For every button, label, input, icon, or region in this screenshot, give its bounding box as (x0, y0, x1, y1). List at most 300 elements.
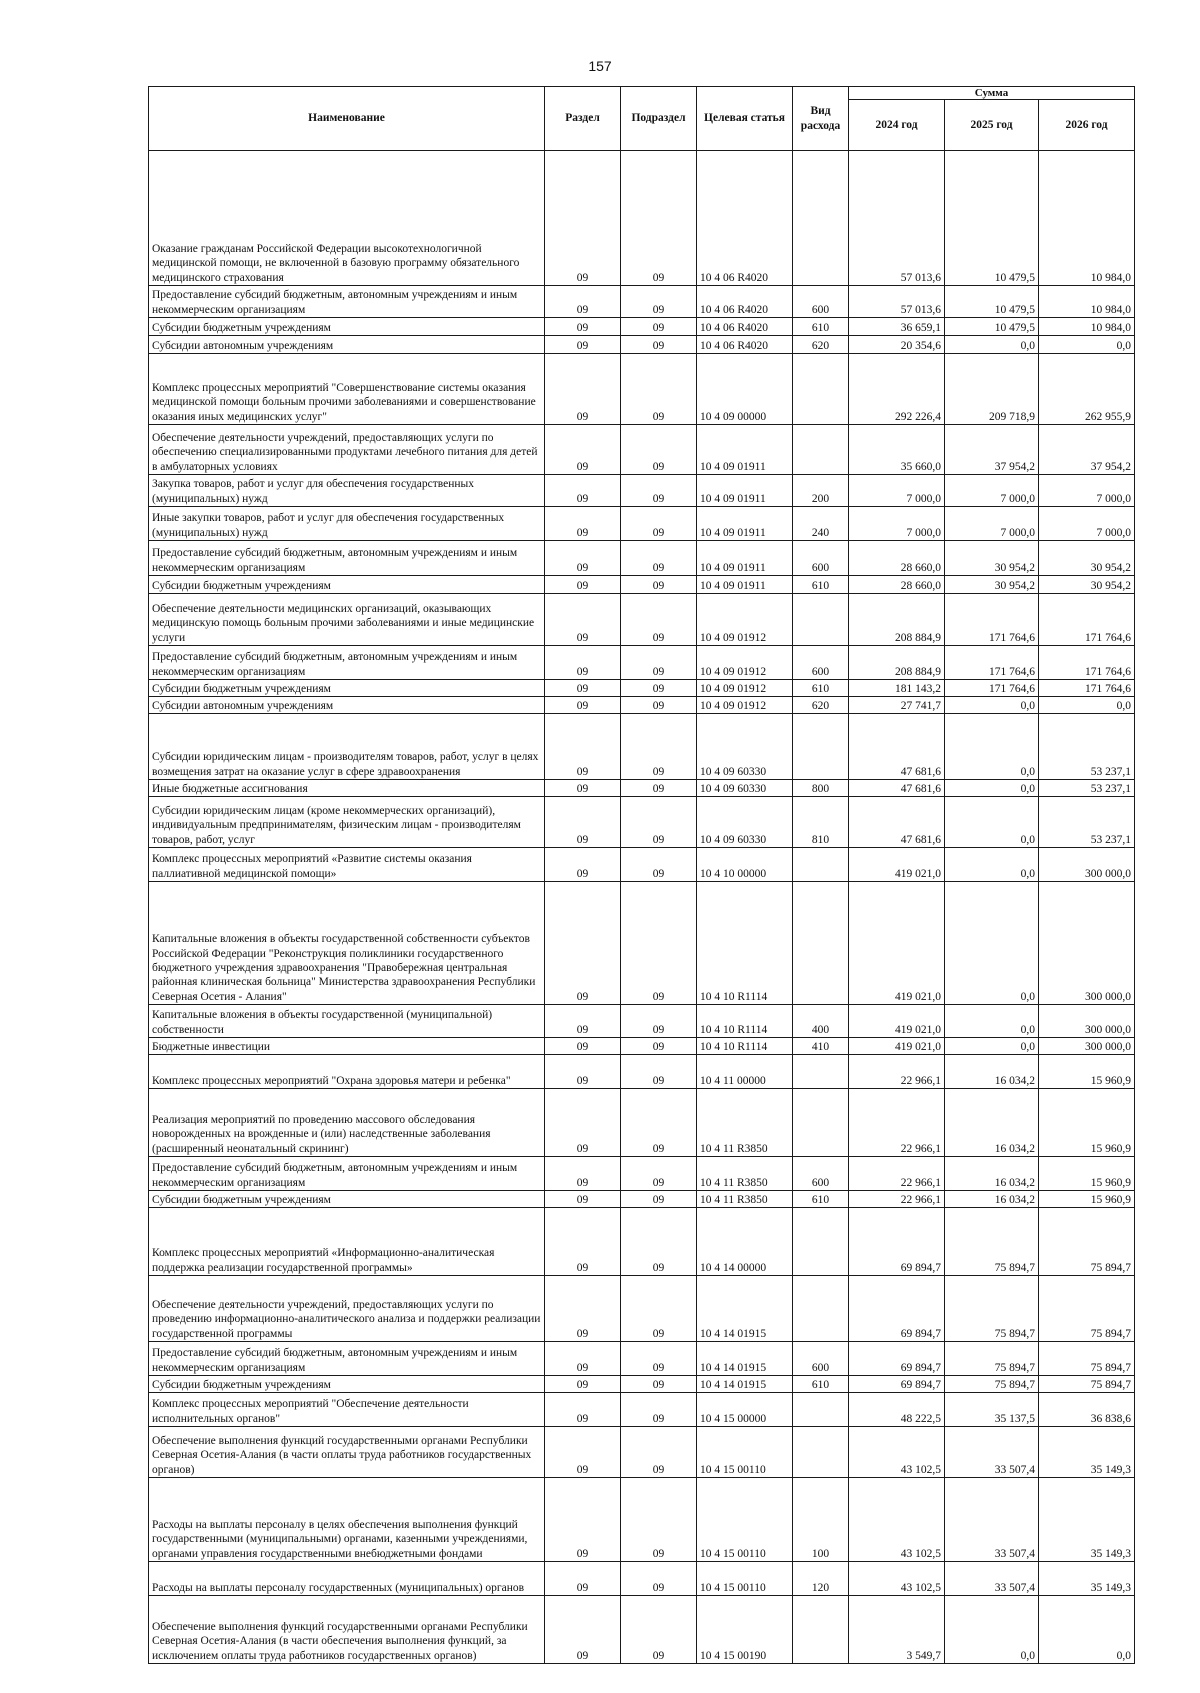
row-amount-2025: 10 479,5 (945, 286, 1039, 318)
row-section: 09 (545, 318, 621, 336)
row-name: Субсидии юридическим лицам - производителям товаров, работ, услуг в целях возмещения затрат на оказание услуг в сфере здравоохранения (149, 714, 545, 780)
row-subsection: 09 (621, 1191, 697, 1208)
row-article: 10 4 14 01915 (697, 1342, 793, 1376)
row-article: 10 4 11 00000 (697, 1055, 793, 1089)
row-name: Реализация мероприятий по проведению массового обследования новорожденных на врожденные и (или) наследственные заболевания (расширенный неонатальный скрининг) (149, 1089, 545, 1157)
row-expense (793, 354, 849, 425)
row-article: 10 4 11 R3850 (697, 1157, 793, 1191)
row-article: 10 4 09 01912 (697, 680, 793, 697)
row-section: 09 (545, 541, 621, 576)
row-section: 09 (545, 1055, 621, 1089)
row-article: 10 4 06 R4020 (697, 336, 793, 354)
row-name: Обеспечение выполнения функций государственными органами Республики Северная Осетия-Алания (в части обеспечения выполнения функций, за исключением оплаты труда работников государственных органов) (149, 1596, 545, 1664)
row-article: 10 4 15 00000 (697, 1393, 793, 1427)
row-name: Бюджетные инвестиции (149, 1038, 545, 1055)
row-amount-2024: 48 222,5 (849, 1393, 945, 1427)
row-name: Оказание гражданам Российской Федерации высокотехнологичной медицинской помощи, не включенной в базовую программу обязательного медицинского страхования (149, 151, 545, 286)
row-name: Комплекс процессных мероприятий «Развитие системы оказания паллиативной медицинской помощи» (149, 848, 545, 882)
row-amount-2025: 0,0 (945, 848, 1039, 882)
row-amount-2026: 300 000,0 (1039, 848, 1135, 882)
row-article: 10 4 09 01911 (697, 475, 793, 507)
table-row (149, 425, 1135, 475)
row-amount-2025: 33 507,4 (945, 1562, 1039, 1596)
row-article: 10 4 09 01912 (697, 697, 793, 714)
row-subsection: 09 (621, 594, 697, 646)
row-name: Предоставление субсидий бюджетным, автономным учреждениям и иным некоммерческим организациям (149, 541, 545, 576)
row-expense: 240 (793, 507, 849, 541)
row-amount-2025: 0,0 (945, 1596, 1039, 1664)
row-subsection: 09 (621, 1038, 697, 1055)
row-amount-2026: 53 237,1 (1039, 714, 1135, 780)
row-amount-2026: 300 000,0 (1039, 1038, 1135, 1055)
row-expense: 610 (793, 680, 849, 697)
row-amount-2026: 75 894,7 (1039, 1342, 1135, 1376)
row-expense: 810 (793, 797, 849, 848)
row-expense (793, 882, 849, 1005)
row-amount-2024: 419 021,0 (849, 1038, 945, 1055)
row-section: 09 (545, 576, 621, 594)
row-amount-2025: 30 954,2 (945, 541, 1039, 576)
table-row (149, 1038, 1135, 1055)
row-name: Комплекс процессных мероприятий "Охрана здоровья матери и ребенка" (149, 1055, 545, 1089)
row-amount-2024: 181 143,2 (849, 680, 945, 697)
row-name: Капитальные вложения в объекты государственной собственности субъектов Российской Федерации "Реконструкция поликлиники государственного бюджетного учреждения здравоохранения "Правобережная центральная районная клиническая больница" Министерства здравоохранения Республики Северная Осетия - Алания" (149, 882, 545, 1005)
row-section: 09 (545, 780, 621, 797)
row-expense: 600 (793, 1342, 849, 1376)
table-row (149, 1276, 1135, 1342)
row-section: 09 (545, 1393, 621, 1427)
row-amount-2026: 171 764,6 (1039, 680, 1135, 697)
row-expense (793, 1393, 849, 1427)
table-row (149, 1562, 1135, 1596)
row-amount-2024: 69 894,7 (849, 1376, 945, 1393)
row-subsection: 09 (621, 1157, 697, 1191)
row-expense (793, 594, 849, 646)
header-year-2025: 2025 год (945, 100, 1039, 151)
row-article: 10 4 10 R1114 (697, 882, 793, 1005)
row-subsection: 09 (621, 848, 697, 882)
row-article: 10 4 09 01911 (697, 541, 793, 576)
row-amount-2024: 69 894,7 (849, 1276, 945, 1342)
row-name: Предоставление субсидий бюджетным, автономным учреждениям и иным некоммерческим организациям (149, 1342, 545, 1376)
row-amount-2024: 22 966,1 (849, 1191, 945, 1208)
row-amount-2024: 28 660,0 (849, 576, 945, 594)
header-name: Наименование (149, 87, 545, 151)
table-row (149, 318, 1135, 336)
table-row (149, 797, 1135, 848)
row-expense (793, 714, 849, 780)
row-article: 10 4 09 01911 (697, 576, 793, 594)
table-row (149, 1089, 1135, 1157)
row-expense: 620 (793, 336, 849, 354)
row-article: 10 4 15 00110 (697, 1427, 793, 1478)
row-amount-2024: 69 894,7 (849, 1342, 945, 1376)
row-section: 09 (545, 594, 621, 646)
row-amount-2025: 75 894,7 (945, 1276, 1039, 1342)
row-article: 10 4 06 R4020 (697, 318, 793, 336)
row-amount-2026: 7 000,0 (1039, 475, 1135, 507)
row-amount-2025: 0,0 (945, 714, 1039, 780)
row-section: 09 (545, 1089, 621, 1157)
row-expense: 120 (793, 1562, 849, 1596)
table-row (149, 1478, 1135, 1562)
row-amount-2024: 36 659,1 (849, 318, 945, 336)
row-amount-2026: 30 954,2 (1039, 541, 1135, 576)
row-subsection: 09 (621, 1055, 697, 1089)
table-row (149, 594, 1135, 646)
row-subsection: 09 (621, 541, 697, 576)
row-section: 09 (545, 1276, 621, 1342)
table-row (149, 680, 1135, 697)
row-expense: 620 (793, 697, 849, 714)
row-name: Расходы на выплаты персоналу в целях обеспечения выполнения функций государственными (муниципальными) органами, казенными учреждениями, органами управления государственными внебюджетными фондами (149, 1478, 545, 1562)
row-subsection: 09 (621, 1562, 697, 1596)
table-row (149, 1376, 1135, 1393)
row-article: 10 4 10 R1114 (697, 1005, 793, 1038)
row-expense (793, 1055, 849, 1089)
row-article: 10 4 15 00190 (697, 1596, 793, 1664)
row-section: 09 (545, 1376, 621, 1393)
row-section: 09 (545, 1562, 621, 1596)
row-amount-2024: 22 966,1 (849, 1157, 945, 1191)
row-amount-2024: 47 681,6 (849, 797, 945, 848)
row-name: Предоставление субсидий бюджетным, автономным учреждениям и иным некоммерческим организациям (149, 1157, 545, 1191)
row-amount-2025: 75 894,7 (945, 1342, 1039, 1376)
row-expense: 600 (793, 646, 849, 680)
row-name: Обеспечение деятельности медицинских организаций, оказывающих медицинскую помощь больным прочими заболеваниями и иные медицинские услуги (149, 594, 545, 646)
row-section: 09 (545, 354, 621, 425)
row-article: 10 4 09 01912 (697, 646, 793, 680)
row-subsection: 09 (621, 1089, 697, 1157)
row-amount-2026: 262 955,9 (1039, 354, 1135, 425)
row-article: 10 4 11 R3850 (697, 1191, 793, 1208)
row-amount-2025: 0,0 (945, 1038, 1039, 1055)
row-amount-2026: 15 960,9 (1039, 1157, 1135, 1191)
row-amount-2024: 27 741,7 (849, 697, 945, 714)
row-amount-2024: 28 660,0 (849, 541, 945, 576)
row-section: 09 (545, 475, 621, 507)
row-subsection: 09 (621, 286, 697, 318)
row-article: 10 4 06 R4020 (697, 151, 793, 286)
table-row (149, 848, 1135, 882)
table-row (149, 1208, 1135, 1276)
row-subsection: 09 (621, 797, 697, 848)
row-amount-2025: 16 034,2 (945, 1055, 1039, 1089)
row-name: Обеспечение деятельности учреждений, предоставляющих услуги по проведению информационно-аналитического анализа и поддержки реализации государственной программы (149, 1276, 545, 1342)
header-year-2026: 2026 год (1039, 100, 1135, 151)
row-amount-2024: 419 021,0 (849, 1005, 945, 1038)
row-section: 09 (545, 425, 621, 475)
row-amount-2025: 10 479,5 (945, 318, 1039, 336)
table-row (149, 336, 1135, 354)
row-amount-2026: 0,0 (1039, 697, 1135, 714)
row-article: 10 4 10 00000 (697, 848, 793, 882)
row-article: 10 4 09 60330 (697, 797, 793, 848)
row-amount-2024: 57 013,6 (849, 151, 945, 286)
row-amount-2025: 35 137,5 (945, 1393, 1039, 1427)
row-expense: 600 (793, 1157, 849, 1191)
row-section: 09 (545, 1005, 621, 1038)
row-subsection: 09 (621, 425, 697, 475)
row-name: Обеспечение выполнения функций государственными органами Республики Северная Осетия-Алания (в части оплаты труда работников государственных органов) (149, 1427, 545, 1478)
row-name: Комплекс процессных мероприятий "Обеспечение деятельности исполнительных органов" (149, 1393, 545, 1427)
row-amount-2024: 57 013,6 (849, 286, 945, 318)
row-subsection: 09 (621, 576, 697, 594)
row-subsection: 09 (621, 318, 697, 336)
table-row (149, 286, 1135, 318)
row-amount-2026: 35 149,3 (1039, 1478, 1135, 1562)
row-amount-2025: 0,0 (945, 1005, 1039, 1038)
table-row (149, 1157, 1135, 1191)
row-amount-2024: 7 000,0 (849, 475, 945, 507)
table-row (149, 576, 1135, 594)
row-amount-2024: 22 966,1 (849, 1055, 945, 1089)
row-article: 10 4 09 60330 (697, 714, 793, 780)
row-article: 10 4 09 60330 (697, 780, 793, 797)
row-section: 09 (545, 848, 621, 882)
row-amount-2025: 33 507,4 (945, 1427, 1039, 1478)
row-article: 10 4 15 00110 (697, 1562, 793, 1596)
table-row (149, 646, 1135, 680)
row-subsection: 09 (621, 1478, 697, 1562)
row-amount-2026: 10 984,0 (1039, 151, 1135, 286)
row-expense: 610 (793, 318, 849, 336)
row-amount-2026: 7 000,0 (1039, 507, 1135, 541)
row-amount-2026: 75 894,7 (1039, 1376, 1135, 1393)
row-subsection: 09 (621, 1005, 697, 1038)
row-section: 09 (545, 1191, 621, 1208)
table-row (149, 780, 1135, 797)
row-amount-2024: 43 102,5 (849, 1427, 945, 1478)
row-name: Субсидии бюджетным учреждениям (149, 1191, 545, 1208)
table-row (149, 714, 1135, 780)
row-article: 10 4 11 R3850 (697, 1089, 793, 1157)
row-article: 10 4 09 01912 (697, 594, 793, 646)
row-amount-2026: 35 149,3 (1039, 1427, 1135, 1478)
row-amount-2024: 43 102,5 (849, 1478, 945, 1562)
row-subsection: 09 (621, 475, 697, 507)
row-name: Комплекс процессных мероприятий "Совершенствование системы оказания медицинской помощи больным прочими заболеваниями и совершенствование оказания иных медицинских услуг" (149, 354, 545, 425)
row-name: Капитальные вложения в объекты государственной (муниципальной) собственности (149, 1005, 545, 1038)
row-section: 09 (545, 1478, 621, 1562)
row-subsection: 09 (621, 1276, 697, 1342)
row-subsection: 09 (621, 714, 697, 780)
row-section: 09 (545, 507, 621, 541)
row-amount-2024: 3 549,7 (849, 1596, 945, 1664)
row-article: 10 4 14 00000 (697, 1208, 793, 1276)
row-expense: 610 (793, 576, 849, 594)
row-article: 10 4 14 01915 (697, 1276, 793, 1342)
row-expense (793, 1276, 849, 1342)
row-amount-2025: 0,0 (945, 697, 1039, 714)
row-name: Предоставление субсидий бюджетным, автономным учреждениям и иным некоммерческим организациям (149, 646, 545, 680)
row-section: 09 (545, 151, 621, 286)
row-amount-2024: 47 681,6 (849, 780, 945, 797)
row-amount-2025: 16 034,2 (945, 1089, 1039, 1157)
row-amount-2026: 53 237,1 (1039, 797, 1135, 848)
header-expense-type: Вид расхода (793, 87, 849, 151)
row-article: 10 4 10 R1114 (697, 1038, 793, 1055)
row-amount-2026: 36 838,6 (1039, 1393, 1135, 1427)
row-section: 09 (545, 646, 621, 680)
row-section: 09 (545, 1038, 621, 1055)
row-section: 09 (545, 336, 621, 354)
row-subsection: 09 (621, 646, 697, 680)
row-amount-2024: 292 226,4 (849, 354, 945, 425)
row-amount-2024: 43 102,5 (849, 1562, 945, 1596)
row-amount-2026: 300 000,0 (1039, 1005, 1135, 1038)
row-section: 09 (545, 1342, 621, 1376)
row-amount-2025: 0,0 (945, 780, 1039, 797)
row-section: 09 (545, 680, 621, 697)
row-amount-2026: 0,0 (1039, 1596, 1135, 1664)
row-amount-2024: 47 681,6 (849, 714, 945, 780)
row-article: 10 4 09 00000 (697, 354, 793, 425)
row-expense: 100 (793, 1478, 849, 1562)
row-expense: 610 (793, 1376, 849, 1393)
row-amount-2025: 30 954,2 (945, 576, 1039, 594)
row-name: Субсидии юридическим лицам (кроме некоммерческих организаций), индивидуальным предпринимателям, физическим лицам - производителям товаров, работ, услуг (149, 797, 545, 848)
row-amount-2026: 10 984,0 (1039, 318, 1135, 336)
row-name: Комплекс процессных мероприятий «Информационно-аналитическая поддержка реализации государственной программы» (149, 1208, 545, 1276)
row-subsection: 09 (621, 1393, 697, 1427)
row-section: 09 (545, 1157, 621, 1191)
row-amount-2026: 75 894,7 (1039, 1208, 1135, 1276)
row-article: 10 4 15 00110 (697, 1478, 793, 1562)
row-expense (793, 848, 849, 882)
header-year-2024: 2024 год (849, 100, 945, 151)
row-amount-2025: 0,0 (945, 882, 1039, 1005)
row-expense: 610 (793, 1191, 849, 1208)
row-section: 09 (545, 697, 621, 714)
row-subsection: 09 (621, 1208, 697, 1276)
table-row (149, 507, 1135, 541)
row-article: 10 4 09 01911 (697, 507, 793, 541)
row-expense: 400 (793, 1005, 849, 1038)
table-row (149, 1342, 1135, 1376)
row-amount-2024: 419 021,0 (849, 848, 945, 882)
row-name: Закупка товаров, работ и услуг для обеспечения государственных (муниципальных) нужд (149, 475, 545, 507)
row-amount-2024: 208 884,9 (849, 646, 945, 680)
row-subsection: 09 (621, 780, 697, 797)
row-section: 09 (545, 797, 621, 848)
row-expense (793, 151, 849, 286)
row-subsection: 09 (621, 354, 697, 425)
row-amount-2025: 10 479,5 (945, 151, 1039, 286)
row-amount-2026: 15 960,9 (1039, 1191, 1135, 1208)
header-section: Раздел (545, 87, 621, 151)
row-expense (793, 1596, 849, 1664)
row-amount-2025: 171 764,6 (945, 646, 1039, 680)
row-name: Иные бюджетные ассигнования (149, 780, 545, 797)
row-name: Субсидии бюджетным учреждениям (149, 680, 545, 697)
row-subsection: 09 (621, 1427, 697, 1478)
row-amount-2025: 171 764,6 (945, 594, 1039, 646)
row-name: Субсидии автономным учреждениям (149, 336, 545, 354)
row-article: 10 4 09 01911 (697, 425, 793, 475)
row-name: Предоставление субсидий бюджетным, автономным учреждениям и иным некоммерческим организациям (149, 286, 545, 318)
row-amount-2025: 7 000,0 (945, 475, 1039, 507)
row-name: Субсидии бюджетным учреждениям (149, 576, 545, 594)
row-name: Расходы на выплаты персоналу государственных (муниципальных) органов (149, 1562, 545, 1596)
row-amount-2025: 0,0 (945, 797, 1039, 848)
row-amount-2025: 16 034,2 (945, 1157, 1039, 1191)
row-section: 09 (545, 882, 621, 1005)
row-amount-2025: 209 718,9 (945, 354, 1039, 425)
row-expense: 600 (793, 541, 849, 576)
table-row (149, 1055, 1135, 1089)
row-subsection: 09 (621, 697, 697, 714)
row-amount-2026: 10 984,0 (1039, 286, 1135, 318)
row-subsection: 09 (621, 1596, 697, 1664)
row-subsection: 09 (621, 151, 697, 286)
row-expense: 600 (793, 286, 849, 318)
row-amount-2026: 0,0 (1039, 336, 1135, 354)
row-subsection: 09 (621, 507, 697, 541)
row-section: 09 (545, 286, 621, 318)
row-expense: 200 (793, 475, 849, 507)
row-name: Субсидии бюджетным учреждениям (149, 1376, 545, 1393)
table-row (149, 1427, 1135, 1478)
table-row (149, 1005, 1135, 1038)
row-amount-2026: 171 764,6 (1039, 646, 1135, 680)
row-section: 09 (545, 1427, 621, 1478)
header-subsection: Подраздел (621, 87, 697, 151)
table-row (149, 1191, 1135, 1208)
header-target-article: Целевая статья (697, 87, 793, 151)
row-amount-2025: 171 764,6 (945, 680, 1039, 697)
row-subsection: 09 (621, 680, 697, 697)
row-name: Иные закупки товаров, работ и услуг для обеспечения государственных (муниципальных) нужд (149, 507, 545, 541)
row-expense (793, 1089, 849, 1157)
row-amount-2025: 7 000,0 (945, 507, 1039, 541)
row-article: 10 4 06 R4020 (697, 286, 793, 318)
row-name: Обеспечение деятельности учреждений, предоставляющих услуги по обеспечению специализированными продуктами лечебного питания для детей в амбулаторных условиях (149, 425, 545, 475)
row-section: 09 (545, 1596, 621, 1664)
row-amount-2026: 30 954,2 (1039, 576, 1135, 594)
table-row (149, 882, 1135, 1005)
table-row (149, 475, 1135, 507)
row-name: Субсидии бюджетным учреждениям (149, 318, 545, 336)
row-amount-2026: 171 764,6 (1039, 594, 1135, 646)
row-amount-2025: 0,0 (945, 336, 1039, 354)
table-row (149, 1393, 1135, 1427)
row-article: 10 4 14 01915 (697, 1376, 793, 1393)
row-amount-2025: 75 894,7 (945, 1208, 1039, 1276)
budget-table (148, 86, 1135, 1664)
row-amount-2024: 69 894,7 (849, 1208, 945, 1276)
table-row (149, 541, 1135, 576)
row-amount-2026: 37 954,2 (1039, 425, 1135, 475)
row-amount-2024: 7 000,0 (849, 507, 945, 541)
table-row (149, 354, 1135, 425)
row-subsection: 09 (621, 336, 697, 354)
row-amount-2026: 15 960,9 (1039, 1089, 1135, 1157)
row-expense: 800 (793, 780, 849, 797)
row-subsection: 09 (621, 1376, 697, 1393)
row-expense: 410 (793, 1038, 849, 1055)
row-expense (793, 1208, 849, 1276)
row-amount-2025: 37 954,2 (945, 425, 1039, 475)
header-sum: Сумма (849, 87, 1135, 100)
row-amount-2024: 208 884,9 (849, 594, 945, 646)
row-amount-2026: 75 894,7 (1039, 1276, 1135, 1342)
table-row (149, 151, 1135, 286)
table-body (149, 151, 1135, 1664)
row-amount-2024: 22 966,1 (849, 1089, 945, 1157)
row-section: 09 (545, 714, 621, 780)
row-amount-2025: 16 034,2 (945, 1191, 1039, 1208)
